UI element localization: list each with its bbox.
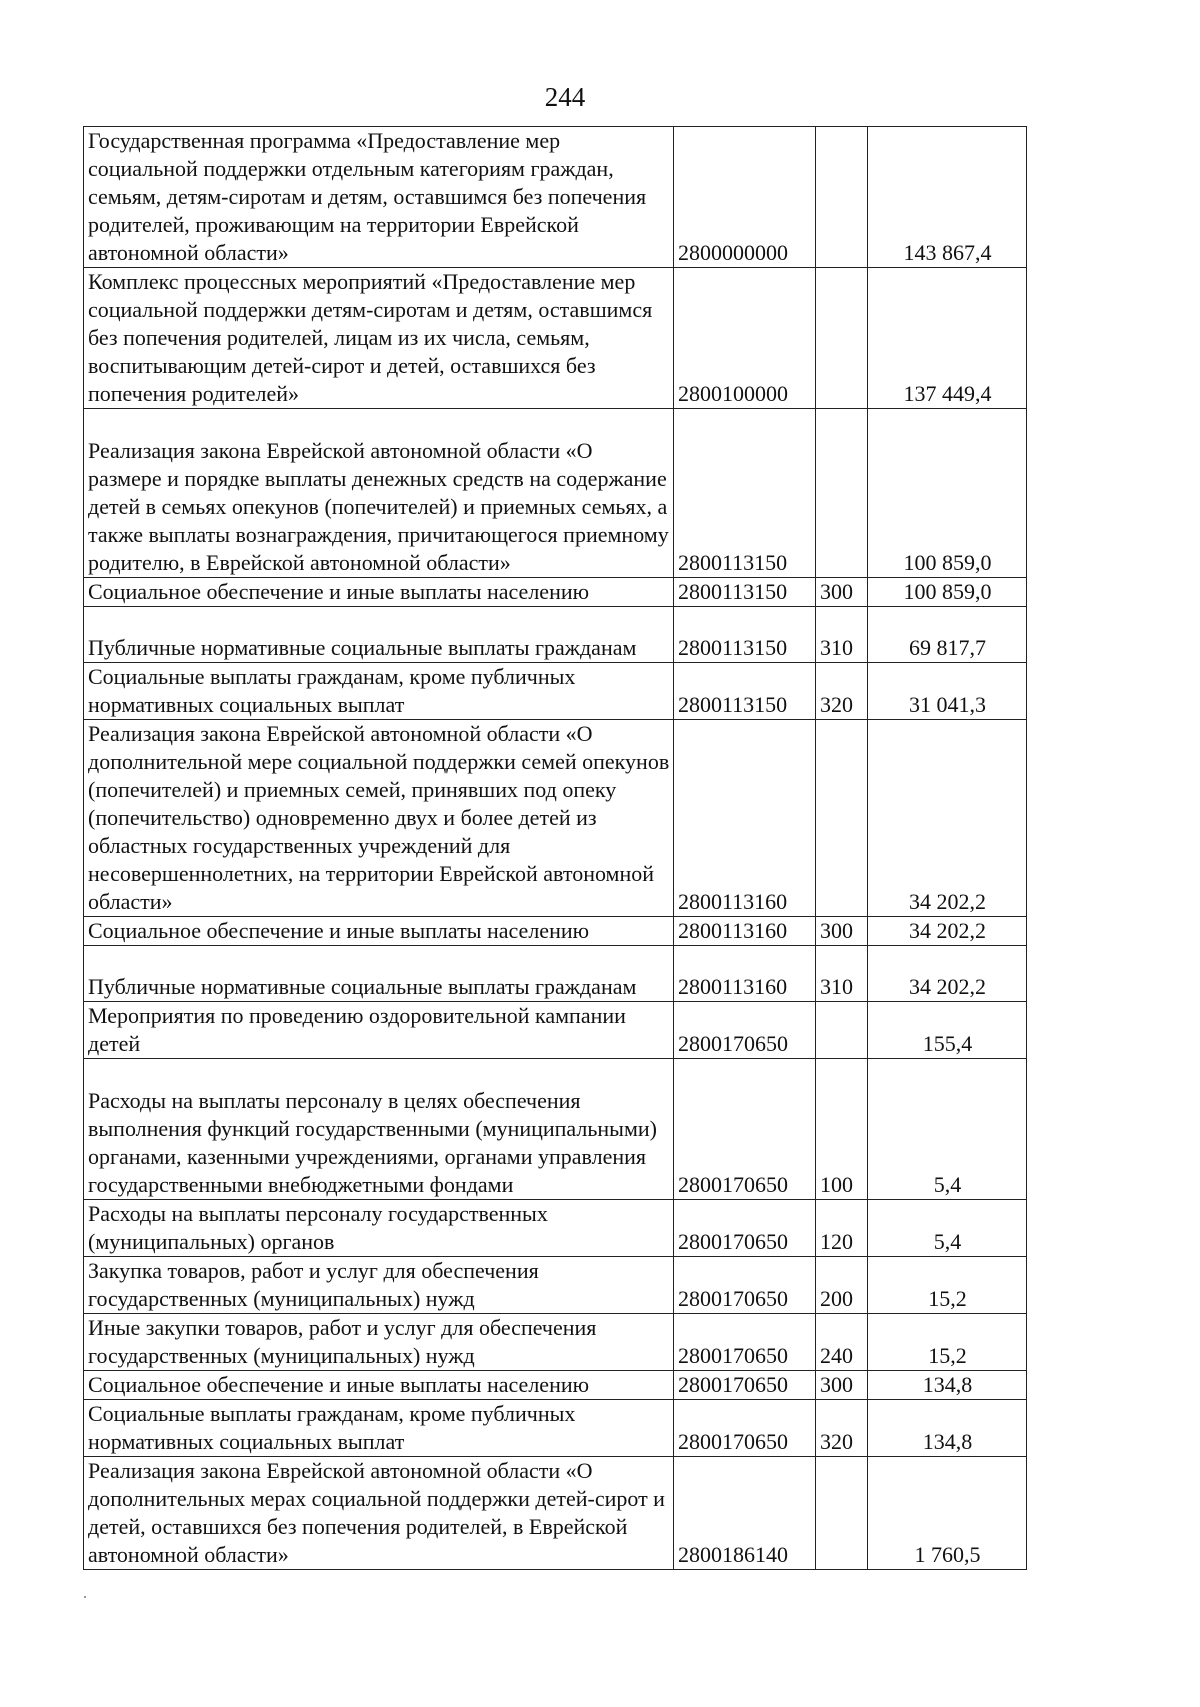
budget-table <box>83 126 1027 1570</box>
row-type-cell: 320 <box>816 663 868 720</box>
row-type-cell: 310 <box>816 607 868 663</box>
row-name-cell: Социальные выплаты гражданам, кроме публичных нормативных социальных выплат <box>84 1400 674 1457</box>
row-code-cell: 2800170650 <box>674 1371 816 1400</box>
row-name-cell: Расходы на выплаты персоналу в целях обеспечения выполнения функций государственными (муниципальными) органами, казенными учреждениями, органами управления государственными внебюджетными фондами <box>84 1059 674 1200</box>
table-row <box>84 1314 1027 1371</box>
row-name-cell: Публичные нормативные социальные выплаты гражданам <box>84 607 674 663</box>
table-row <box>84 1257 1027 1314</box>
row-type-cell: 200 <box>816 1257 868 1314</box>
row-sum-cell: 15,2 <box>868 1314 1027 1371</box>
row-sum-cell: 1 760,5 <box>868 1457 1027 1570</box>
table-row <box>84 663 1027 720</box>
row-name-cell: Мероприятия по проведению оздоровительной кампании детей <box>84 1002 674 1059</box>
row-sum-cell: 15,2 <box>868 1257 1027 1314</box>
row-code-cell: 2800000000 <box>674 127 816 268</box>
row-type-cell: 100 <box>816 1059 868 1200</box>
row-name-cell: Закупка товаров, работ и услуг для обеспечения государственных (муниципальных) нужд <box>84 1257 674 1314</box>
row-sum-cell: 69 817,7 <box>868 607 1027 663</box>
row-type-cell: 240 <box>816 1314 868 1371</box>
row-type-cell: 320 <box>816 1400 868 1457</box>
row-sum-cell: 155,4 <box>868 1002 1027 1059</box>
row-name-cell: Комплекс процессных мероприятий «Предоставление мер социальной поддержки детям-сиротам и детям, оставшимся без попечения родителей, лицам из их числа, семьям, воспитывающим детей-сирот и детей, оставшихся без попечения родителей» <box>84 268 674 409</box>
row-code-cell: 2800170650 <box>674 1002 816 1059</box>
row-name-cell: Социальное обеспечение и иные выплаты населению <box>84 1371 674 1400</box>
row-code-cell: 2800113160 <box>674 946 816 1002</box>
table-row <box>84 409 1027 578</box>
row-code-cell: 2800113150 <box>674 607 816 663</box>
row-code-cell: 2800170650 <box>674 1400 816 1457</box>
row-sum-cell: 34 202,2 <box>868 946 1027 1002</box>
row-type-cell <box>816 268 868 409</box>
row-type-cell <box>816 1002 868 1059</box>
row-type-cell: 300 <box>816 1371 868 1400</box>
page-number: 244 <box>544 82 586 112</box>
row-name-cell: Социальные выплаты гражданам, кроме публичных нормативных социальных выплат <box>84 663 674 720</box>
row-type-cell: 300 <box>816 578 868 607</box>
row-name-cell: Государственная программа «Предоставление мер социальной поддержки отдельным категориям граждан, семьям, детям-сиротам и детям, оставшимся без попечения родителей, проживающим на территории Еврейской автономной области» <box>84 127 674 268</box>
row-type-cell <box>816 720 868 917</box>
table-row <box>84 1400 1027 1457</box>
row-name-cell: Реализация закона Еврейской автономной области «О дополнительной мере социальной поддержки семей опекунов (попечителей) и приемных семей, принявших под опеку (попечительство) одновременно двух и более детей из областных государственных учреждений для несовершеннолетних, на территории Еврейской автономной области» <box>84 720 674 917</box>
row-code-cell: 2800113150 <box>674 663 816 720</box>
table-row <box>84 1200 1027 1257</box>
row-code-cell: 2800113150 <box>674 409 816 578</box>
row-code-cell: 2800170650 <box>674 1059 816 1200</box>
row-type-cell: 300 <box>816 917 868 946</box>
table-row <box>84 1002 1027 1059</box>
row-type-cell: 310 <box>816 946 868 1002</box>
row-sum-cell: 134,8 <box>868 1371 1027 1400</box>
row-code-cell: 2800186140 <box>674 1457 816 1570</box>
row-type-cell <box>816 1457 868 1570</box>
row-code-cell: 2800170650 <box>674 1200 816 1257</box>
row-sum-cell: 137 449,4 <box>868 268 1027 409</box>
table-row <box>84 127 1027 268</box>
table-row <box>84 720 1027 917</box>
row-sum-cell: 100 859,0 <box>868 409 1027 578</box>
row-name-cell: Публичные нормативные социальные выплаты гражданам <box>84 946 674 1002</box>
row-code-cell: 2800113160 <box>674 917 816 946</box>
row-name-cell: Реализация закона Еврейской автономной области «О дополнительных мерах социальной поддержки детей-сирот и детей, оставшихся без попечения родителей, в Еврейской автономной области» <box>84 1457 674 1570</box>
row-type-cell: 120 <box>816 1200 868 1257</box>
row-name-cell: Реализация закона Еврейской автономной области «О размере и порядке выплаты денежных средств на содержание детей в семьях опекунов (попечителей) и приемных семьях, а также выплаты вознаграждения, причитающегося приемному родителю, в Еврейской автономной области» <box>84 409 674 578</box>
row-type-cell <box>816 127 868 268</box>
row-name-cell: Расходы на выплаты персоналу государственных (муниципальных) органов <box>84 1200 674 1257</box>
row-sum-cell: 100 859,0 <box>868 578 1027 607</box>
row-sum-cell: 34 202,2 <box>868 917 1027 946</box>
table-row <box>84 946 1027 1002</box>
row-sum-cell: 5,4 <box>868 1059 1027 1200</box>
table-row <box>84 1059 1027 1200</box>
scan-speck <box>84 1596 86 1598</box>
row-sum-cell: 34 202,2 <box>868 720 1027 917</box>
row-sum-cell: 5,4 <box>868 1200 1027 1257</box>
row-code-cell: 2800170650 <box>674 1257 816 1314</box>
row-name-cell: Иные закупки товаров, работ и услуг для обеспечения государственных (муниципальных) нужд <box>84 1314 674 1371</box>
row-name-cell: Социальное обеспечение и иные выплаты населению <box>84 917 674 946</box>
table-row <box>84 917 1027 946</box>
row-code-cell: 2800113150 <box>674 578 816 607</box>
row-code-cell: 2800170650 <box>674 1314 816 1371</box>
table-row <box>84 607 1027 663</box>
row-sum-cell: 31 041,3 <box>868 663 1027 720</box>
budget-table-body <box>84 127 1027 1570</box>
row-sum-cell: 134,8 <box>868 1400 1027 1457</box>
table-row <box>84 1457 1027 1570</box>
row-sum-cell: 143 867,4 <box>868 127 1027 268</box>
row-code-cell: 2800100000 <box>674 268 816 409</box>
table-row <box>84 268 1027 409</box>
table-row <box>84 578 1027 607</box>
row-code-cell: 2800113160 <box>674 720 816 917</box>
row-name-cell: Социальное обеспечение и иные выплаты населению <box>84 578 674 607</box>
row-type-cell <box>816 409 868 578</box>
table-row <box>84 1371 1027 1400</box>
